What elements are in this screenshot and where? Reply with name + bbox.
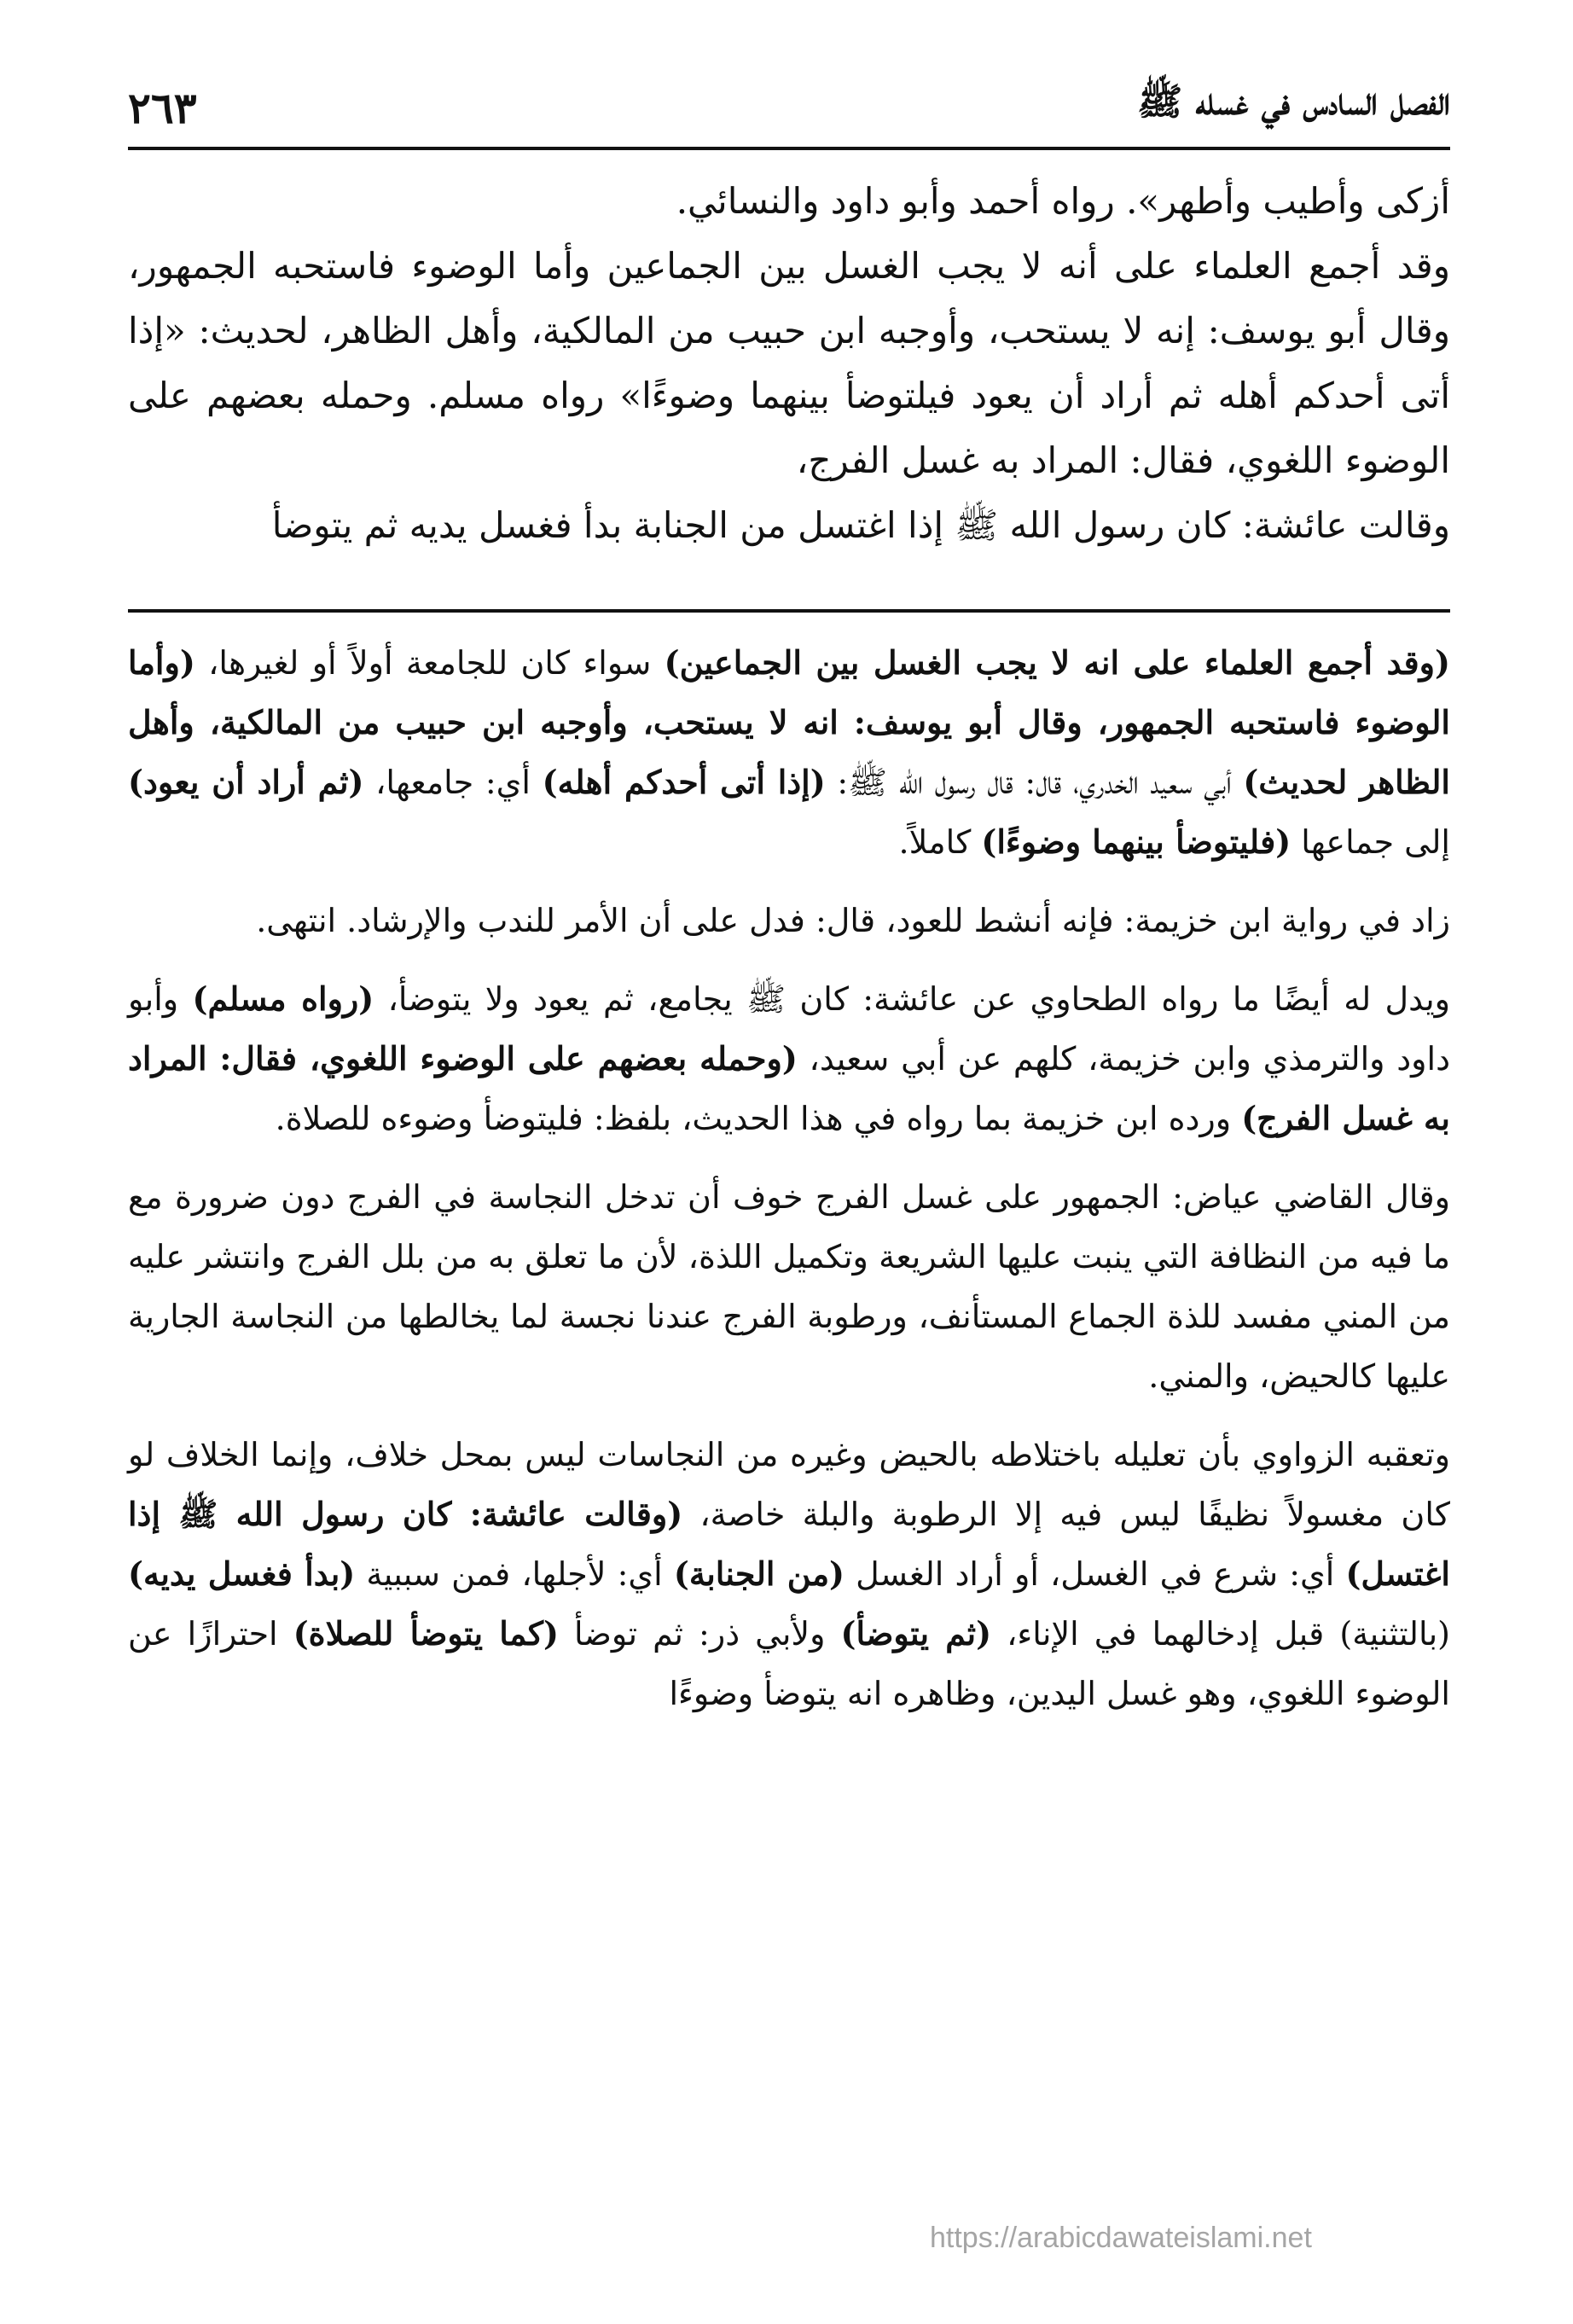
quoted-matn: (ثم يتوضأ) — [840, 1614, 992, 1653]
commentary-text: زاد في رواية ابن خزيمة: فإنه أنشط للعود، قال: فدل على أن الأمر للندب والإرشاد. انتهى. — [256, 902, 1450, 939]
commentary-paragraph — [128, 891, 1450, 950]
commentary-text: أي: جامعها، — [363, 764, 543, 801]
commentary-text: أبي سعيد الخدري، قال: قال رسول الله ﷺ: — [825, 764, 1244, 801]
main-text — [128, 169, 1450, 558]
commentary-text: وقال القاضي عياض: الجمهور على غسل الفرج خوف أن تدخل النجاسة في الفرج دون ضرورة مع ما فيه من النظافة التي ينبت عليها الشريعة وتكميل اللذة، لأن ما تعلق به من بلل الفرج وانتشر عليه من المني مفسد للذة الجماع المستأنف، ورطوبة الفرج عندنا نجسة لما يخالطها من النجاسة الجارية عليها كالحيض، والمني. — [128, 1178, 1450, 1395]
commentary-text: سواء كان للجامعة أولاً أو لغيرها، — [194, 644, 665, 682]
quoted-matn: (وحمله بعضهم على الوضوء اللغوي، فقال: المراد به غسل الفرج) — [128, 1039, 1450, 1137]
chapter-title: الفصل السادس في غسله ﷺ — [1137, 80, 1450, 124]
commentary-text: وتعقبه الزواوي بأن تعليله باختلاطه بالحيض وغيره من النجاسات ليس بمحل خلاف، وإنما الخلاف لو كان مغسولاً نظيفًا ليس فيه إلا الرطوبة والبلة خاصة، — [128, 1436, 1450, 1533]
commentary-paragraph — [128, 969, 1450, 1148]
page-number: ٢٦٣ — [128, 83, 197, 133]
main-paragraph-2: وقد أجمع العلماء على أنه لا يجب الغسل بين الجماعين وأما الوضوء فاستحبه الجمهور، وقال أبو يوسف: إنه لا يستحب، وأوجبه ابن حبيب من المالكية، وأهل الظاهر، لحديث: «إذا أتى أحدكم أهله ثم أراد أن يعود فيلتوضأ بينهما وضوءًا» رواه مسلم. وحمله بعضهم على الوضوء اللغوي، فقال: المراد به غسل الفرج، — [128, 245, 1450, 481]
page-header — [128, 78, 1450, 150]
commentary-paragraph — [128, 1167, 1450, 1406]
watermark-url: https://arabicdawateislami.net — [930, 2222, 1312, 2254]
book-page — [128, 78, 1450, 1742]
commentary-text: وأبو داود والترمذي وابن خزيمة، كلهم عن أبي سعيد، — [128, 980, 1450, 1078]
quoted-matn: (رواه مسلم) — [192, 979, 374, 1018]
commentary-text: ولأبي ذر: ثم توضأ — [558, 1615, 841, 1653]
quoted-matn: (فليتوضأ بينهما وضوءًا) — [981, 822, 1291, 861]
main-paragraph-1: أزكى وأطيب وأطهر». رواه أحمد وأبو داود والنسائي. — [676, 180, 1450, 222]
footnote-divider — [128, 609, 1450, 613]
quoted-matn: (كما يتوضأ للصلاة) — [293, 1614, 559, 1653]
quoted-matn: (وقالت عائشة: كان رسول الله ﷺ إذا اغتسل) — [128, 1495, 1450, 1593]
quoted-matn: (ثم أراد أن يعود) — [128, 763, 364, 801]
commentary-text: (بالتثنية) قبل إدخالهما في الإناء، — [991, 1615, 1450, 1653]
quoted-matn: (بدأ فغسل يديه) — [128, 1554, 356, 1593]
commentary — [128, 633, 1450, 1723]
commentary-text: ويدل له أيضًا ما رواه الطحاوي عن عائشة: كان ﷺ يجامع، ثم يعود ولا يتوضأ، — [374, 980, 1450, 1018]
main-paragraph-3: وقالت عائشة: كان رسول الله ﷺ إذا اغتسل من الجنابة بدأ فغسل يديه ثم يتوضأ — [271, 504, 1450, 546]
quoted-matn: (وقد أجمع العلماء على انه لا يجب الغسل بين الجماعين) — [664, 643, 1450, 682]
commentary-text: أي: شرع في الغسل، أو أراد الغسل — [845, 1555, 1346, 1593]
commentary-text: ورده ابن خزيمة بما رواه في هذا الحديث، بلفظ: فليتوضأ وضوءه للصلاة. — [275, 1100, 1242, 1137]
commentary-paragraph — [128, 633, 1450, 872]
commentary-text: احترازًا عن الوضوء اللغوي، وهو غسل اليدين، وظاهره انه يتوضأ وضوءًا — [128, 1615, 1450, 1712]
commentary-paragraph — [128, 1425, 1450, 1723]
commentary-text: كاملاً. — [898, 823, 982, 861]
quoted-matn: (من الجنابة) — [673, 1554, 845, 1593]
commentary-text: أي: لأجلها، فمن سببية — [355, 1555, 674, 1593]
quoted-matn: (إذا أتى أحدكم أهله) — [542, 763, 826, 801]
commentary-text: إلى جماعها — [1291, 823, 1450, 861]
quoted-matn: (وأما الوضوء فاستحبه الجمهور، وقال أبو يوسف: انه لا يستحب، وأوجبه ابن حبيب من المالكية، وأهل الظاهر لحديث) — [128, 643, 1450, 801]
